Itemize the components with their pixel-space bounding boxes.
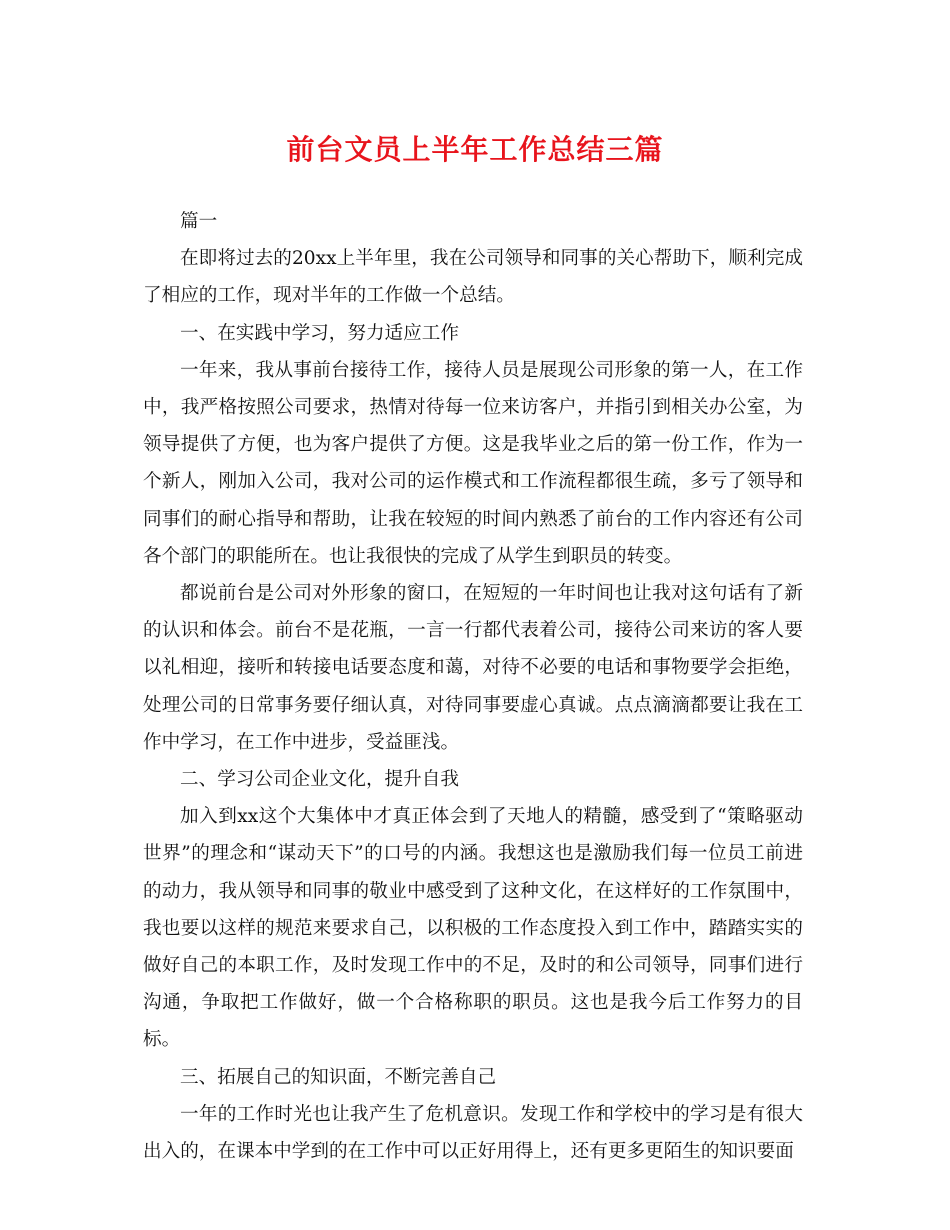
paragraph-company-image: 都说前台是公司对外形象的窗口，在短短的一年时间也让我对这句话有了新的认识和体会。前台不是花瓶，一言一行都代表着公司，接待公司来访的客人要以礼相迎，接听和转接电话要态度和蔼，对待不必要的电话和事物要学会拒绝，处理公司的日常事务要仔细认真，对待同事要虚心真诚。点点滴滴都要让我在工作中学习，在工作中进步，受益匪浅。 [143,583,803,753]
document-title: 前台文员上半年工作总结三篇 [286,133,664,166]
intro-paragraph: 在即将过去的20xx上半年里，我在公司领导和同事的关心帮助下，顺利完成了相应的工作，现对半年的工作做一个总结。 [143,248,803,307]
paragraph-corporate-culture: 加入到xx这个大集体中才真正体会到了天地人的精髓，感受到了“策略驱动世界”的理念和“谋动天下”的口号的内涵。我想这也是激励我们每一位员工前进的动力，我从领导和同事的敬业中感受到了这种文化，在这样好的工作氛围中，我也要以这样的规范来要求自己，以积极的工作态度投入到工作中，踏踏实实的做好自己的本职工作，及时发现工作中的不足，及时的和公司领导，同事们进行沟通，争取把工作做好，做一个合格称职的职员。这也是我今后工作努力的目标。 [143,806,803,1051]
paragraph-front-desk-work: 一年来，我从事前台接待工作，接待人员是展现公司形象的第一人，在工作中，我严格按照公司要求，热情对待每一位来访客户，并指引到相关办公室，为领导提供了方便，也为客户提供了方便。这是我毕业之后的第一份工作，作为一个新人，刚加入公司，我对公司的运作模式和工作流程都很生疏，多亏了领导和同事们的耐心指导和帮助，让我在较短的时间内熟悉了前台的工作内容还有公司各个部门的职能所在。也让我很快的完成了从学生到职员的转变。 [143,359,803,567]
document-body [143,203,803,1170]
section-label-part-one: 篇一 [180,211,218,232]
paragraph-knowledge: 一年的工作时光也让我产生了危机意识。发现工作和学校中的学习是有很大出入的，在课本中学到的在工作中可以正好用得上，还有更多更陌生的知识要面 [143,1103,803,1163]
section-heading-1: 一、在实践中学习，努力适应工作 [180,322,459,344]
section-heading-3: 三、拓展自己的知识面，不断完善自己 [180,1066,497,1088]
section-heading-2: 二、学习公司企业文化，提升自我 [180,769,459,791]
